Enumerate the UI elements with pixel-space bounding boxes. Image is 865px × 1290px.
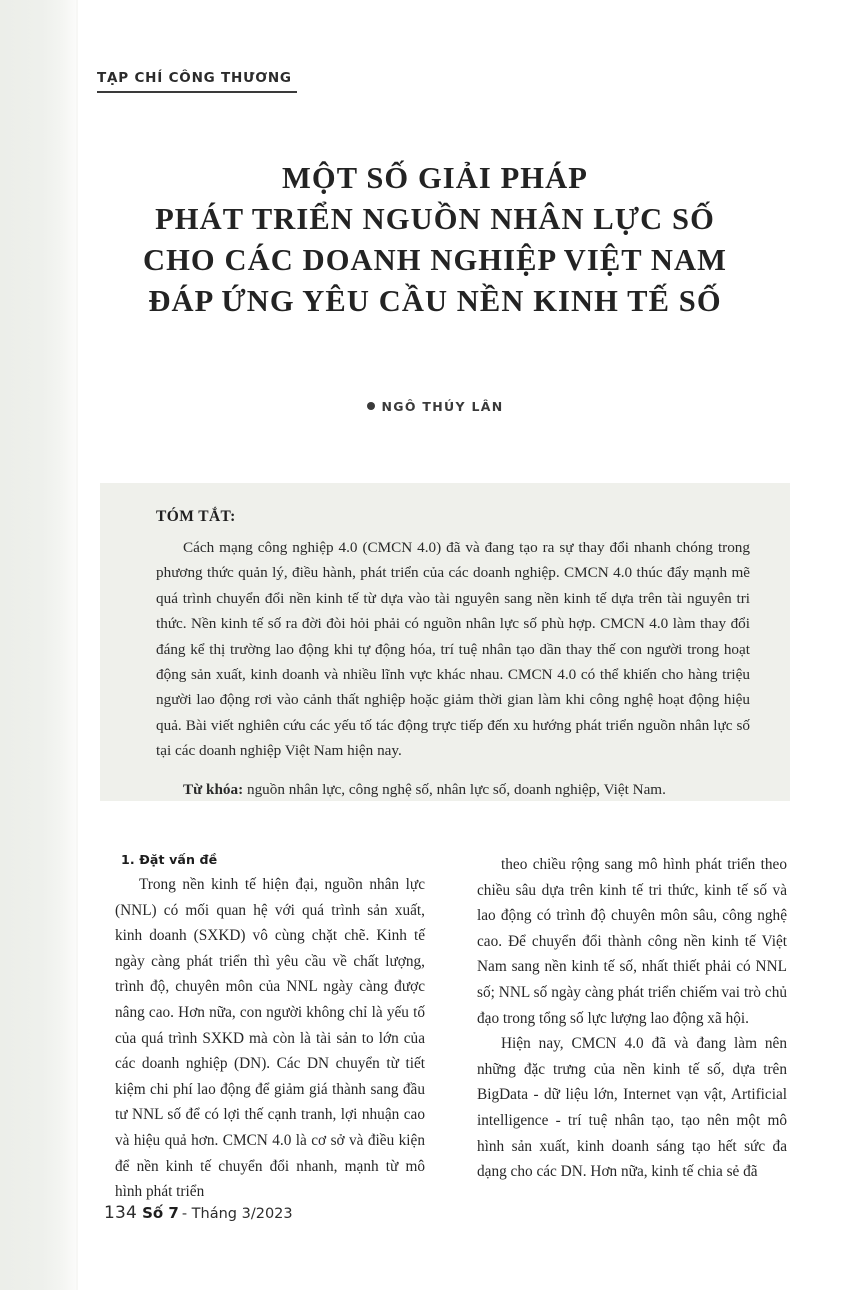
masthead: [97, 70, 297, 93]
title-line-2: PHÁT TRIỂN NGUỒN NHÂN LỰC SỐ: [155, 202, 715, 236]
title-line-1: MỘT SỐ GIẢI PHÁP: [282, 161, 588, 195]
masthead-rule: [97, 91, 297, 93]
footer-date: - Tháng 3/2023: [181, 1206, 293, 1222]
author-name: NGÔ THÚY LÂN: [381, 399, 504, 414]
keywords-text: nguồn nhân lực, công nghệ số, nhân lực số, doanh nghiệp, Việt Nam.: [243, 780, 666, 798]
bullet-icon: [367, 402, 375, 410]
article-title: [70, 158, 800, 322]
abstract-heading: TÓM TẮT:: [156, 508, 236, 525]
section-heading-1: 1. Đặt vấn đề: [121, 852, 218, 867]
keywords-label: Từ khóa:: [183, 780, 244, 798]
body-paragraph: theo chiều rộng sang mô hình phát triển theo chiều sâu dựa trên kinh tế tri thức, kinh tế số và lao động có trình độ chuyên môn sâu, công nghệ cao. Để chuyển đổi thành công nền kinh tế Việt Nam sang nền kinh tế số, nhất thiết phải có NNL số; NNL số ngày càng phát triển chiếm vai trò chủ đạo trong tổng số lực lượng lao động xã hội.: [477, 856, 787, 1027]
body-column-right: [477, 852, 787, 1185]
page-footer: [104, 1203, 293, 1223]
body-columns: [115, 852, 787, 1201]
abstract-content: [156, 508, 750, 802]
footer-issue: Số 7: [142, 1204, 179, 1222]
body-paragraph: Trong nền kinh tế hiện đại, nguồn nhân lực (NNL) có mối quan hệ với quá trình sản xuất, kinh doanh (SXKD) vô cùng chặt chẽ. Kinh tế ngày càng phát triển thì yêu cầu về chất lượng, trình độ, chuyên môn của NNL ngày càng được nâng cao. Hơn nữa, con người không chỉ là yếu tố của quá trình SXKD mà còn là tài sản to lớn của các doanh nghiệp (DN). Các DN chuyển từ tiết kiệm chi phí lao động để giảm giá thành sang đầu tư NNL số để có lợi thế cạnh tranh, lợi nhuận cao và hiệu quả hơn. CMCN 4.0 là cơ sở và điều kiện để nền kinh tế chuyển đổi nhanh, mạnh từ mô hình phát triển: [115, 876, 425, 1201]
body-column-left: [115, 852, 425, 1205]
author-block: [70, 398, 800, 416]
abstract-body: Cách mạng công nghiệp 4.0 (CMCN 4.0) đã và đang tạo ra sự thay đổi nhanh chóng trong phương thức quản lý, điều hành, phát triển của các doanh nghiệp. CMCN 4.0 thúc đẩy mạnh mẽ quá trình chuyển đổi nền kinh tế từ dựa vào tài nguyên sang nền kinh tế dựa trên tài nguyên tri thức. Nền kinh tế số ra đời đòi hỏi phải có nguồn nhân lực số phù hợp. CMCN 4.0 làm thay đổi đáng kể thị trường lao động khi tự động hóa, trí tuệ nhân tạo dần thay thế con người trong hoạt động sản xuất, kinh doanh và nhiều lĩnh vực khác nhau. CMCN 4.0 có thể khiến cho hàng triệu người lao động rơi vào cảnh thất nghiệp hoặc giảm thời gian làm khi công nghệ hoạt động hiệu quả. Bài viết nghiên cứu các yếu tố tác động trực tiếp đến xu hướng phát triển nguồn nhân lực số tại các doanh nghiệp Việt Nam hiện nay.: [156, 539, 750, 760]
abstract-keywords: [156, 777, 750, 802]
title-line-4: ĐÁP ỨNG YÊU CẦU NỀN KINH TẾ SỐ: [148, 284, 722, 318]
footer-page-number: 134: [104, 1203, 138, 1223]
author-name-wrapper: [367, 399, 504, 414]
masthead-title: TẠP CHÍ CÔNG THƯƠNG: [97, 70, 292, 86]
body-paragraph: Hiện nay, CMCN 4.0 đã và đang làm nên những đặc trưng của nền kinh tế số, dựa trên BigData - dữ liệu lớn, Internet vạn vật, Artificial intelligence - trí tuệ nhân tạo, tạo nên một mô hình sản xuất, kinh doanh sáng tạo hết sức đa dạng cho các DN. Hơn nữa, kinh tế chia sẻ đã: [477, 1035, 787, 1181]
abstract-box: [100, 483, 790, 801]
title-line-3: CHO CÁC DOANH NGHIỆP VIỆT NAM: [142, 243, 728, 277]
